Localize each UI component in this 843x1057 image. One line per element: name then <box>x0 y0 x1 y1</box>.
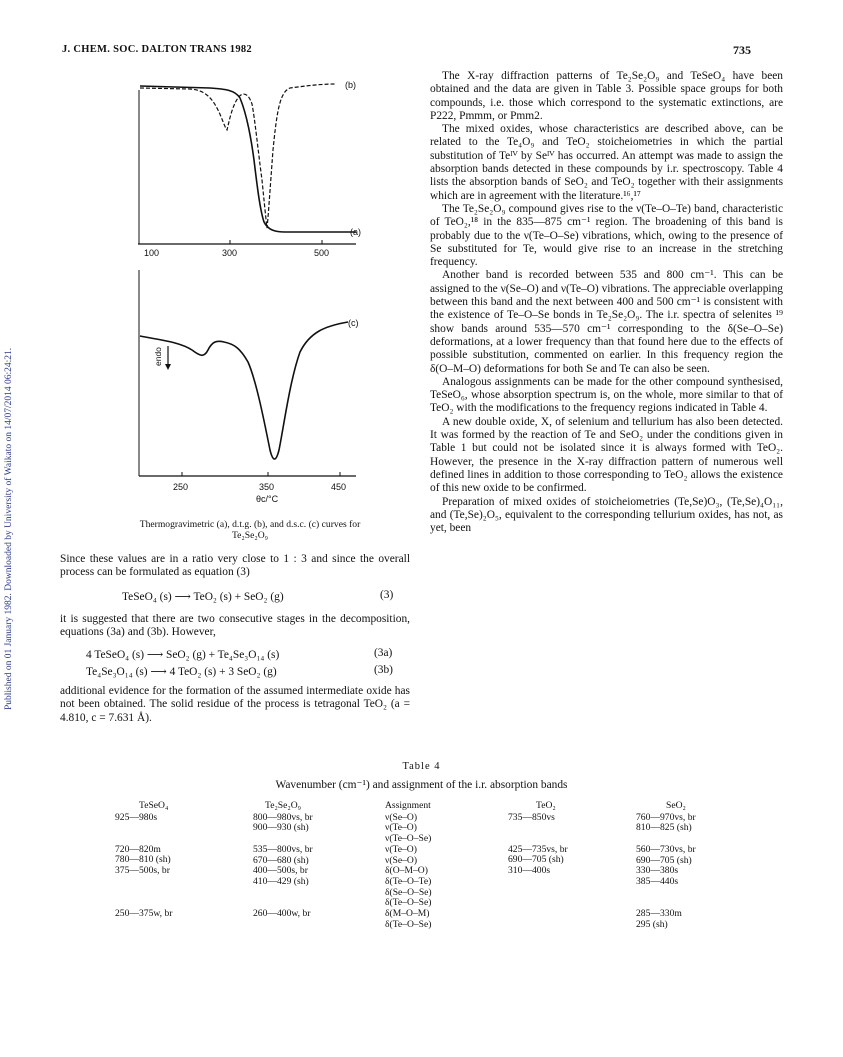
table-cell <box>508 920 618 931</box>
table-cell <box>508 909 618 920</box>
table-col-assignment <box>385 801 495 930</box>
figure-top-plot <box>130 70 370 270</box>
right-p4: Another band is recorded between 535 and 800 cm⁻¹. This can be assigned to the ν(Se–O) and ν(Te–O) vibrations. The appreciable overlapping between this band and the next between 400 and 500 cm⁻¹ is consistent with the existence of Te–O–Se bonds in Te₂Se₂O₉. The i.r. spectra of selenites ¹⁹ show bands around 535—570 cm⁻¹ corresponding to the δ(Se–O–Se) deformations, at a lower frequency than that found here due to the effects of possible substitution, commented on earlier. In this frequency region the δ(O–M–O) deformations for both Se and Te can also be seen. <box>430 269 783 375</box>
figure-caption <box>100 519 400 541</box>
table-cell <box>508 888 618 899</box>
page-number: 735 <box>733 43 751 57</box>
curve-label-b: (b) <box>345 80 356 90</box>
table-cell: 690—705 (sh) <box>636 854 692 866</box>
table-cell: 535—800vs, br <box>253 843 313 855</box>
left-paragraph-3 <box>60 685 410 725</box>
table-cell: δ(Te–O–Te) <box>385 875 432 887</box>
table-cell: 330—380s <box>636 865 679 877</box>
table-cell: 780—810 (sh) <box>115 854 171 866</box>
table-cell <box>115 823 235 834</box>
table-cell: ν(Te–O) <box>385 822 417 834</box>
bottom-x-axis-label: θc/°C <box>256 494 279 504</box>
tg-curve-a <box>140 86 356 232</box>
equation-3b-number: (3b) <box>374 664 393 676</box>
table-cell <box>253 920 373 931</box>
table-cell: 375—500s, br <box>115 865 170 877</box>
publication-side-note: Published on 01 January 1982. Downloaded by University of Waikato on 14/07/2014 06:24:21. <box>4 347 14 710</box>
dtg-curve-b <box>140 84 335 228</box>
table-cell: δ(Se–O–Se) <box>385 886 432 898</box>
table-cell <box>508 823 618 834</box>
table-cell: 260—400w, br <box>253 907 311 919</box>
table-header-seo2: SeO₂ <box>666 800 686 811</box>
table-cell <box>508 877 618 888</box>
table-cell: 800—980vs, br <box>253 811 313 823</box>
table-cell: 760—970vs, br <box>636 811 696 823</box>
table-cell: 250—375w, br <box>115 907 173 919</box>
right-p7: Preparation of mixed oxides of stoicheiometries (Te,Se)O₃, (Te,Se)₄O₁₁, and (Te,Se)₂O₅, equivalent to the corresponding tellurium oxides, has not, as yet, been <box>430 495 783 535</box>
left-paragraph-2 <box>60 613 410 640</box>
bottom-x-tick-3: 450 <box>331 482 347 492</box>
table-header-teseo4: TeSeO₄ <box>139 800 169 811</box>
equation-3-number: (3) <box>380 589 394 601</box>
table-title: Table 4 <box>402 761 441 772</box>
dsc-curve-c <box>140 322 348 459</box>
bottom-x-tick-2: 350 <box>259 482 275 492</box>
curve-label-a: (a) <box>350 227 361 237</box>
table-cell: ν(Se–O) <box>385 854 418 866</box>
table-col-te2se2o9 <box>253 801 373 930</box>
table-cell: ν(Te–O–Se) <box>385 833 432 845</box>
left-p1: Since these values are in a ratio very close to 1 : 3 and since the overall process can be formulated as equation (3) <box>60 553 410 579</box>
right-column <box>430 70 783 535</box>
table-col-teseo4 <box>115 801 235 930</box>
table-cell: δ(O–M–O) <box>385 865 428 877</box>
equation-3a-number: (3a) <box>374 647 393 659</box>
table-cell: 285—330m <box>636 907 682 919</box>
table-cell: δ(M–O–M) <box>385 908 430 920</box>
table-cell: ν(Se–O) <box>385 811 418 823</box>
table-header-te2se2o9: Te₂Se₂O₉ <box>265 800 302 811</box>
table-header-teo2: TeO₂ <box>536 800 556 811</box>
right-p6: A new double oxide, X, of selenium and tellurium has also been detected. It was formed by the reaction of Te and SeO₂ under the conditions given in Table 1 but could not be isolated since it is always formed with TeO₂. However, the presence in the X-ray diffraction pattern of numerous well defined lines in addition to those corresponding to TeO₂ allows the existence of this new oxide to be confirmed. <box>430 415 783 495</box>
figure-bottom-plot <box>130 270 370 510</box>
table-cell: δ(Te–O–Se) <box>385 918 432 930</box>
table-cell: 400—500s, br <box>253 865 308 877</box>
right-p2: The mixed oxides, whose characteristics are described above, can be related to the Te₄O₉ and TeO₂ stoicheiometries in which the partial substitution of Teᴵⱽ by Seᴵⱽ has occurred. An attempt was made to assign the absorption bands detected in these compounds by i.r. spectroscopy. Table 4 lists the absorption bands of SeO₂ and TeO₂ together with their assignments which are in agreement with the literature.¹⁶,¹⁷ <box>430 123 783 202</box>
table-cell <box>508 898 618 909</box>
right-p5: Analogous assignments can be made for the other compound synthesised, TeSeO₆, whose absorption spectrum is, on the whole, more similar to that of TeO₂ with the modifications to the frequency regions indicated in Table 4. <box>430 375 783 415</box>
running-head: J. CHEM. SOC. DALTON TRANS 1982 <box>62 44 252 55</box>
table-cell <box>115 877 235 888</box>
equation-3 <box>122 589 410 603</box>
bottom-x-tick-1: 250 <box>173 482 189 492</box>
table-col-seo2 <box>636 801 756 930</box>
figure-caption-line1: Thermogravimetric (a), d.t.g. (b), and d.s.c. (c) curves for <box>139 519 361 530</box>
table-cell: 690—705 (sh) <box>508 854 564 866</box>
equation-3b <box>86 664 410 678</box>
table-subtitle: Wavenumber (cm⁻¹) and assignment of the i.r. absorption bands <box>275 779 568 791</box>
top-x-tick-1: 100 <box>144 248 160 258</box>
right-p1: The X-ray diffraction patterns of Te₂Se₂O₉ and TeSeO₄ have been obtained and the data are given in Table 3. Possible space groups for both compounds, i.e. those which correspond to the systematic extinctions, are P222, Pmmm, or Pmm2. <box>430 70 783 122</box>
table-col-teo2 <box>508 801 618 930</box>
table-cell: 670—680 (sh) <box>253 854 309 866</box>
top-x-tick-2: 300 <box>222 248 238 258</box>
top-x-tick-3: 500 <box>314 248 330 258</box>
table-cell: 410—429 (sh) <box>253 875 309 887</box>
endo-label: endo <box>153 347 163 366</box>
table-cell: 385—440s <box>636 875 679 887</box>
table-cell: ν(Te–O) <box>385 843 417 855</box>
curve-label-c: (c) <box>348 318 359 328</box>
table-cell: 735—850vs <box>508 811 555 823</box>
table-cell: δ(Te–O–Se) <box>385 897 432 909</box>
table-cell: 925—980s <box>115 811 158 823</box>
table-cell: 560—730vs, br <box>636 843 696 855</box>
table-cell: 295 (sh) <box>636 918 668 930</box>
table-cell: 720—820m <box>115 843 161 855</box>
equation-3b-text: Te₄Se₃O₁₄ (s) ⟶ 4 TeO₂ (s) + 3 SeO₂ (g) <box>86 666 277 678</box>
table-cell <box>636 888 756 899</box>
equation-3a <box>86 647 410 661</box>
table-cell <box>253 888 373 899</box>
left-p3: additional evidence for the formation of the assumed intermediate oxide has not been obtained. The solid residue of the process is tetragonal TeO₂ (a = 4.810, c = 7.631 Å). <box>60 685 410 724</box>
table-cell: 900—930 (sh) <box>253 822 309 834</box>
table-cell: 425—735vs, br <box>508 843 568 855</box>
left-p2: it is suggested that there are two consecutive stages in the decomposition, equations (3a) and (3b). However, <box>60 613 410 639</box>
right-p3: The Te₂Se₂O₉ compound gives rise to the ν(Te–O–Te) band, characteristic of TeO₂,¹⁸ in the 835—875 cm⁻¹ region. The broadening of this band is probably due to the ν(Te–O–Se) vibrations, which, owing to the presence of Se substituted for Te, would give rise to an increase in the stretching frequency. <box>430 202 783 269</box>
table-header-assignment: Assignment <box>385 800 431 811</box>
equation-3-text: TeSeO₄ (s) ⟶ TeO₂ (s) + SeO₂ (g) <box>122 591 284 603</box>
table-cell: 810—825 (sh) <box>636 822 692 834</box>
left-paragraph-1 <box>60 553 410 580</box>
table-cell <box>115 920 235 931</box>
figure-caption-line2: Te₂Se₂O₉ <box>231 530 268 541</box>
equation-3a-text: 4 TeSeO₄ (s) ⟶ SeO₂ (g) + Te₄Se₃O₁₄ (s) <box>86 649 280 661</box>
table-cell <box>115 888 235 899</box>
endo-arrow-head <box>165 364 171 370</box>
table-cell: 310—400s <box>508 865 551 877</box>
